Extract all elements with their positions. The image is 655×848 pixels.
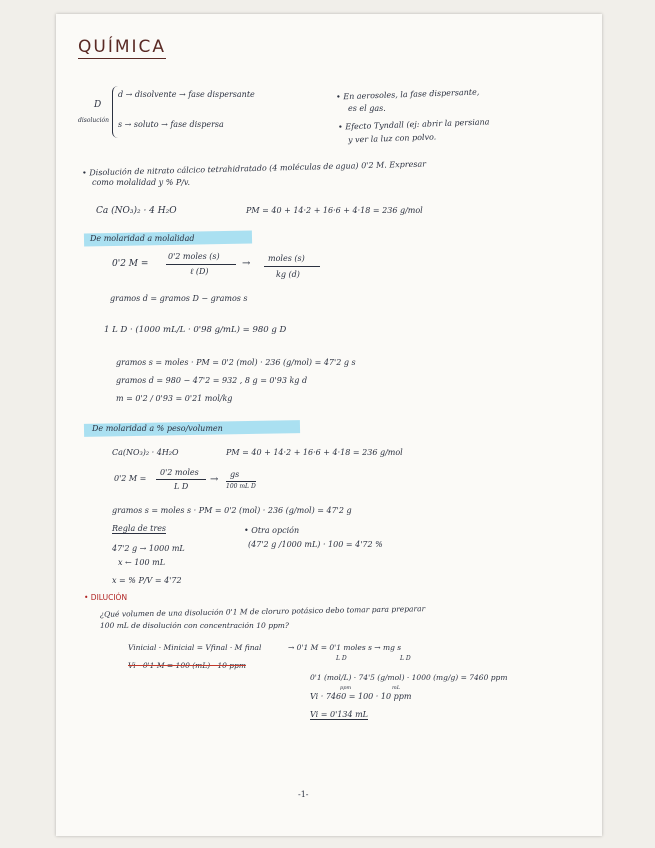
note-1a: • En aerosoles, la fase dispersante, bbox=[335, 87, 480, 102]
dilucion-q2: 100 mL de disolución con concentración 10 ppm? bbox=[100, 621, 289, 630]
note-1b: es el gas. bbox=[348, 104, 386, 113]
problem-statement-b: como molalidad y % P/v. bbox=[92, 178, 191, 187]
dilucion-q1: ¿Qué volumen de una disolución 0'1 M de cloruro potásico debo tomar para preparar bbox=[99, 604, 426, 619]
dilucion-eq1b-den2: L D bbox=[400, 655, 411, 662]
intro-line-1: d → disolvente → fase dispersante bbox=[118, 90, 255, 99]
b-g-den: 100 mL D bbox=[226, 483, 256, 490]
a-m: m = 0'2 / 0'93 = 0'21 mol/kg bbox=[116, 394, 233, 403]
b-r1: 47'2 g → 1000 mL bbox=[112, 544, 185, 553]
dilucion-eq1b: → 0'1 M = 0'1 moles s → mg s bbox=[288, 643, 402, 652]
b-m-num: 0'2 moles bbox=[160, 468, 199, 477]
dilucion-struck: Vi · 0'1 M = 100 (mL) · 10 ppm bbox=[128, 661, 246, 670]
b-formula: Ca(NO₃)₂ · 4H₂O bbox=[112, 448, 179, 457]
a-mol-den: kg (d) bbox=[276, 270, 300, 279]
b-otra-eq: (47'2 g /1000 mL) · 100 = 4'72 % bbox=[248, 540, 383, 549]
section-b-heading: De molaridad a % peso/volumen bbox=[92, 424, 223, 433]
note-2b: y ver la luz con polvo. bbox=[347, 132, 437, 145]
formula: Ca (NO₃)₂ · 4 H₂O bbox=[96, 206, 177, 216]
fraction-bar bbox=[226, 481, 256, 482]
page-title: QUÍMICA bbox=[78, 37, 167, 57]
b-otra: • Otra opción bbox=[244, 526, 300, 535]
dilucion-eq1b-den1: L D bbox=[336, 655, 347, 662]
fraction-bar bbox=[166, 264, 236, 265]
a-gd: gramos d = 980 − 47'2 = 932 , 8 g = 0'93 kg d bbox=[116, 376, 308, 385]
b-pm: PM = 40 + 14·2 + 16·6 + 4·18 = 236 g/mol bbox=[226, 448, 403, 457]
notebook-page bbox=[56, 14, 602, 836]
fraction-bar bbox=[264, 266, 320, 267]
intro-line-2: s → soluto → fase dispersa bbox=[118, 120, 224, 129]
arrow: → bbox=[242, 258, 251, 269]
problem-statement-a: • Disolución de nitrato cálcico tetrahidratado (4 moléculas de agua) 0'2 M. Expresar bbox=[81, 159, 427, 178]
a-gs: gramos s = moles · PM = 0'2 (mol) · 236 (g/mol) = 47'2 g s bbox=[116, 358, 356, 367]
b-m-den: L D bbox=[174, 482, 189, 491]
a-m-den: ℓ (D) bbox=[190, 267, 209, 276]
dilucion-eq2: 0'1 (mol/L) · 74'5 (g/mol) · 1000 (mg/g) = 7460 ppm bbox=[310, 673, 508, 682]
b-m-eq: 0'2 M = bbox=[114, 474, 147, 483]
a-m-num: 0'2 moles (s) bbox=[168, 252, 220, 261]
b-regla: Regla de tres bbox=[112, 524, 167, 533]
a-gramos: gramos d = gramos D − gramos s bbox=[110, 294, 248, 303]
a-density: 1 L D · (1000 mL/L · 0'98 g/mL) = 980 g D bbox=[104, 325, 287, 335]
a-m-eq: 0'2 M = bbox=[112, 259, 149, 269]
disolucion-label: disolución bbox=[78, 117, 109, 124]
note-2a: • Efecto Tyndall (ej: abrir la persiana bbox=[337, 117, 490, 132]
arrow: → bbox=[210, 474, 219, 485]
b-r2: x ← 100 mL bbox=[118, 558, 166, 567]
fraction-bar bbox=[156, 479, 206, 480]
dilucion-result: Vi = 0'134 mL bbox=[310, 710, 368, 719]
molar-mass: PM = 40 + 14·2 + 16·6 + 4·18 = 236 g/mol bbox=[246, 206, 423, 215]
section-a-heading: De molaridad a molalidad bbox=[90, 234, 195, 243]
page-number: -1- bbox=[298, 790, 309, 799]
b-r3: x = % P/V = 4'72 bbox=[112, 576, 182, 585]
dilucion-eq3-ml: mL bbox=[392, 685, 401, 691]
dilucion-eq1: Vinicial · Minicial = Vfinal · M final bbox=[128, 643, 262, 652]
dilucion-eq3: Vi · 7460 = 100 · 10 ppm bbox=[310, 692, 412, 701]
title-underline bbox=[78, 58, 166, 59]
b-g-num: gs bbox=[230, 470, 240, 479]
b-gs: gramos s = moles s · PM = 0'2 (mol) · 236 (g/mol) = 47'2 g bbox=[112, 506, 352, 515]
dilucion-eq3-ppm: ppm bbox=[340, 685, 352, 691]
d-label: D bbox=[94, 100, 102, 110]
dilucion-heading: • DILUCIÓN bbox=[84, 593, 128, 602]
a-mol-num: moles (s) bbox=[268, 254, 305, 263]
